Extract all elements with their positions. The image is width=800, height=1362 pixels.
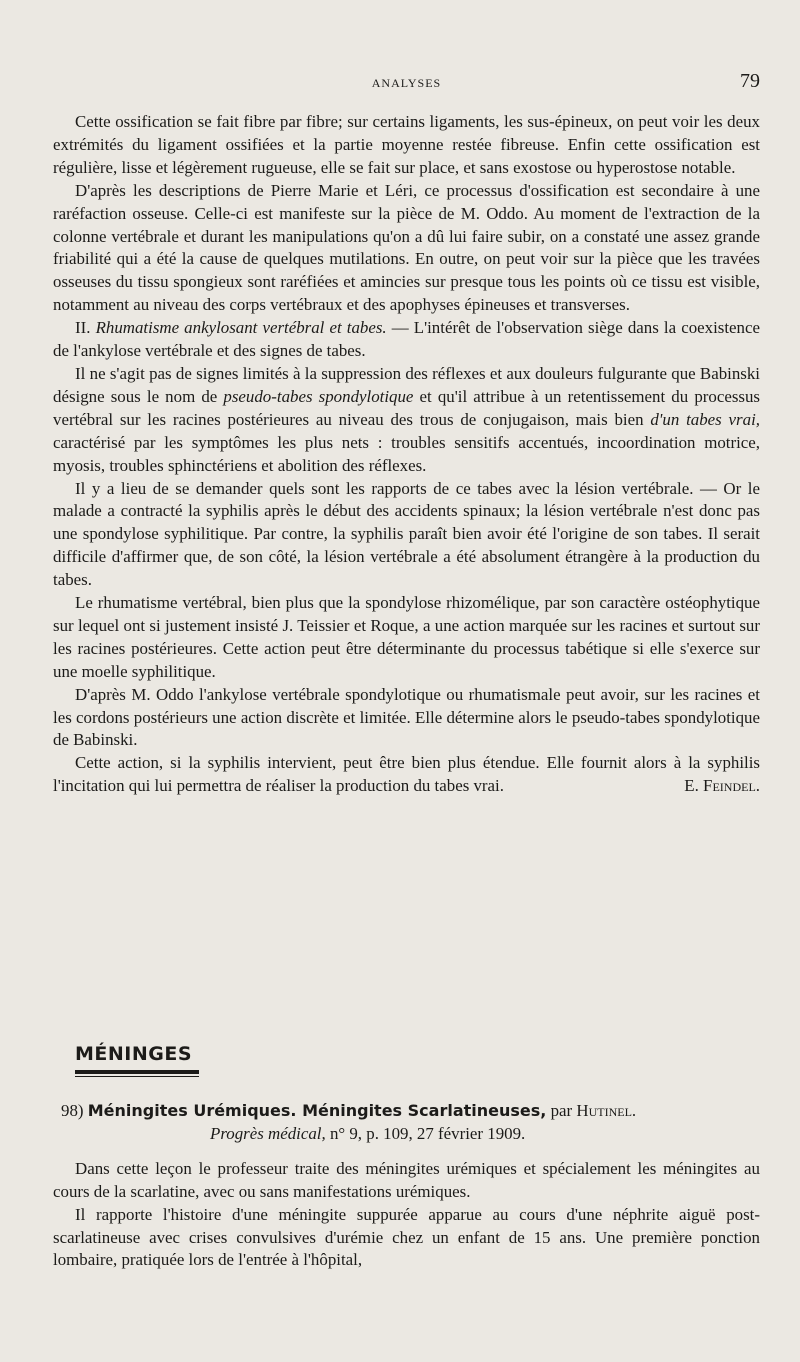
paragraph-signes	[53, 363, 760, 478]
article-journal: Progrès médical,	[210, 1123, 326, 1143]
article-author: Hutinel.	[576, 1101, 637, 1120]
section-rule	[75, 1070, 199, 1074]
article-ref-details: n° 9, p. 109, 27 février 1909.	[325, 1123, 526, 1143]
paragraph-oddo: D'après M. Oddo l'ankylose vertébrale spondylotique ou rhumatismale peut avoir, sur les racines et les cordons postérieurs une action discrète et limitée. Elle détermine alors le pseudo-tabes spondylotique de Babinski.	[53, 684, 760, 750]
article-by: par	[546, 1101, 577, 1120]
paragraph-section-ii	[53, 317, 760, 363]
paragraph-marie-leri: D'après les descriptions de Pierre Marie et Léri, ce processus d'ossification est secondaire à une raréfaction osseuse. Celle-ci est manifeste sur la pièce de M. Oddo. Au moment de l'extraction de la colonne vertébrale et durant les manipulations qu'on a dû lui faire subir, on a constaté une assez grande friabilité qui a été la cause de quelques mutilations. En outre, on peut voir sur la pièce que les travées osseuses du tissu spongieux sont raréfiées et amincies sur presque tous les points où ce tissu est visible, notamment au niveau des corps vertébraux et des apophyses épineuses et transverses.	[53, 180, 760, 315]
section-rule-thin	[75, 1076, 199, 1077]
section-ii-prefix: II.	[75, 318, 96, 338]
paragraph-rhumatisme: Le rhumatisme vertébral, bien plus que la spondylose rhizomélique, par son caractère ostéophytique sur lequel ont si justement insisté J. Teissier et Roque, a une action marquée sur les racines et surtout sur les racines postérieures. Cette action peut être déterminante du processus tabétique si elle s'exerce sur une moelle syphilitique.	[53, 593, 760, 681]
signes-part-2: et qu'il attribue à un retentissement du processus vertébral sur les racines postérieures au niveau des trous de conjugaison, mais bien	[53, 386, 760, 429]
page-header	[53, 70, 760, 94]
article-98	[53, 1100, 760, 1272]
article-heading	[53, 1100, 760, 1123]
section-title: MÉNINGES	[75, 1043, 193, 1065]
article-title: Méningites Urémiques. Méningites Scarlatineuses,	[87, 1101, 547, 1120]
signes-part-1: Il ne s'agit pas de signes limités à la suppression des réflexes et aux douleurs fulgurante que Babinski désigne sous le nom de	[53, 363, 760, 406]
section-ii-title: Rhumatisme ankylosant vertébral et tabes.	[95, 318, 387, 338]
paragraph-conclusion	[53, 752, 760, 798]
signes-italic-1: pseudo-tabes spondylotique	[223, 386, 414, 406]
paragraph-ossification: Cette ossification se fait fibre par fibre; sur certains ligaments, les sus-épineux, on peut voir les deux extrémités du ligament ossifiées et la partie moyenne restée fibreuse. Enfin cette ossification est régulière, lisse et légèrement rugueuse, elle se fait sur place, et sans exostose ou hyperostose notable.	[53, 112, 760, 177]
conclusion-text: Cette action, si la syphilis intervient, peut être bien plus étendue. Elle fournit alors à la syphilis l'incitation qui lui permettra de réaliser la production du tabes vrai.	[53, 753, 760, 796]
article-reference	[53, 1123, 760, 1146]
article-paragraph: Il rapporte l'histoire d'une méningite suppurée apparue au cours d'une néphrite aiguë post-scarlatineuse avec crises convulsives d'urémie chez un enfant de 15 ans. Une première ponction lombaire, pratiquée lors de l'entrée à l'hôpital,	[53, 1204, 760, 1270]
paragraph-rapports: Il y a lieu de se demander quels sont les rapports de ce tabes avec la lésion vertébrale. — Or le malade a contracté la syphilis après le début des accidents spinaux; la lésion vertébrale n'est donc pas une spondylose syphilitique. Par contre, la syphilis paraît bien avoir été l'origine de son tabes. Il serait difficile d'affirmer que, de son côté, la lésion vertébrale a été absolument étrangère à la production du tabes.	[53, 478, 760, 590]
body-text	[53, 111, 760, 798]
section-ii-rest: — L'intérêt de l'observation siège dans la coexistence de l'ankylose vertébrale et des signes de tabes.	[53, 318, 760, 361]
signature: E. Feindel.	[684, 776, 760, 796]
running-head: ANALYSES	[371, 76, 442, 90]
signes-italic-2: d'un tabes vrai,	[650, 409, 760, 429]
signes-part-3: caractérisé par les symptômes les plus nets : troubles sensitifs accentués, incoordination motrice, myosis, troubles sphinctériens et abolition des réflexes.	[53, 432, 760, 475]
article-number: 98)	[61, 1101, 88, 1120]
article-body	[53, 1158, 760, 1273]
article-paragraph: Dans cette leçon le professeur traite des méningites urémiques et spécialement les méningites au cours de la scarlatine, avec ou sans manifestations urémiques.	[53, 1158, 760, 1201]
page-number: 79	[740, 70, 760, 92]
